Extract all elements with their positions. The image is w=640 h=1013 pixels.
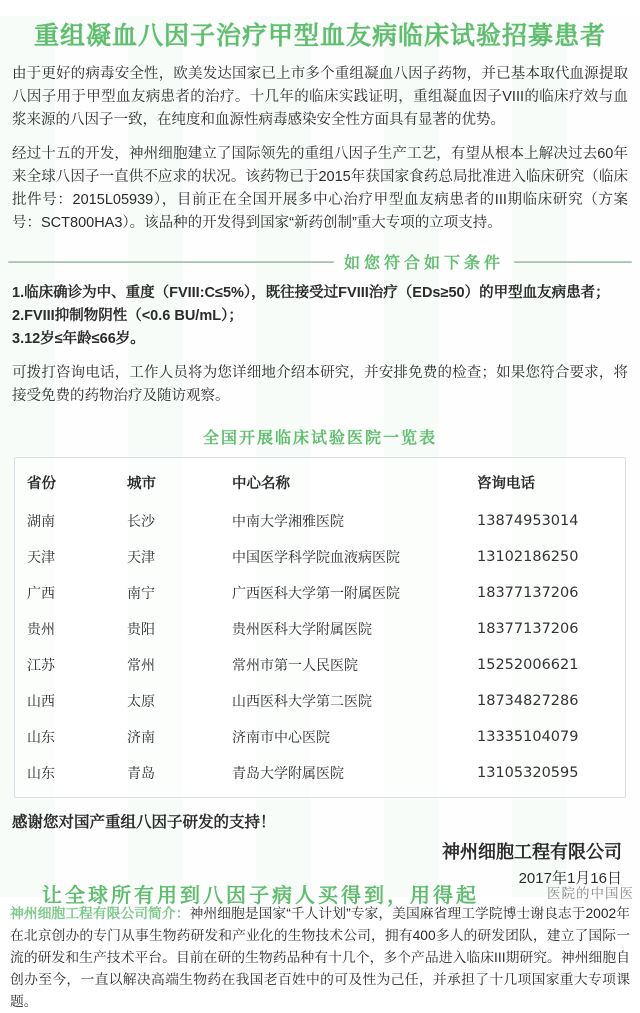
city-cell: 常州 bbox=[127, 657, 155, 673]
phone-cell: 18734827286 bbox=[477, 693, 579, 709]
table-row bbox=[15, 611, 625, 647]
city-cell: 天津 bbox=[127, 549, 155, 565]
condition-item-1: 1.临床确诊为中、重度（FVIII:C≤5%），既往接受过FVIII治疗（EDs≥50）的甲型血友病患者； bbox=[12, 285, 610, 301]
center-cell: 常州市第一人民医院 bbox=[232, 657, 358, 673]
signature-date: 2017年1月16日 bbox=[518, 870, 622, 887]
phone-cell: 18377137206 bbox=[477, 621, 579, 637]
header-phone: 咨询电话 bbox=[477, 476, 535, 492]
hospital-table-title: 全国开展临床试验医院一览表 bbox=[202, 430, 437, 447]
center-cell: 广西医科大学第一附属医院 bbox=[232, 585, 400, 601]
center-cell: 青岛大学附属医院 bbox=[232, 765, 344, 781]
center-cell: 山西医科大学第二医院 bbox=[232, 693, 372, 709]
center-cell: 中南大学湘雅医院 bbox=[232, 513, 344, 529]
city-cell: 长沙 bbox=[127, 513, 155, 529]
phone-cell: 18377137206 bbox=[477, 585, 579, 601]
city-cell: 南宁 bbox=[127, 585, 155, 601]
header-center-name: 中心名称 bbox=[232, 476, 290, 492]
flyer-page bbox=[0, 16, 640, 1009]
table-row bbox=[15, 539, 625, 575]
paragraph-virus-safety: 由于更好的病毒安全性，欧美发达国家已上市多个重组凝血八因子药物，并已基本取代血源提取八因子用于甲型血友病患者的治疗。十几年的临床实践证明，重组凝血因子VIII的临床疗效与血浆来源的八因子一致，在纯度和血源性病毒感染安全性方面具有显著的优势。 bbox=[12, 66, 628, 128]
page-title: 重组凝血八因子治疗甲型血友病临床试验招募患者 bbox=[33, 22, 606, 50]
thanks-line: 感谢您对国产重组八因子研发的支持！ bbox=[12, 814, 276, 831]
hospital-table-container bbox=[14, 457, 626, 798]
conditions-list bbox=[12, 282, 628, 351]
province-cell: 山东 bbox=[27, 729, 55, 745]
center-cell: 中国医学科学院血液病医院 bbox=[232, 549, 400, 565]
condition-item-3: 3.12岁≤年龄≤66岁。 bbox=[12, 331, 145, 347]
province-cell: 贵州 bbox=[27, 621, 55, 637]
table-row bbox=[15, 575, 625, 611]
city-cell: 贵阳 bbox=[127, 621, 155, 637]
conditions-divider bbox=[8, 250, 632, 273]
phone-cell: 13335104079 bbox=[477, 729, 579, 745]
province-cell: 江苏 bbox=[27, 657, 55, 673]
table-row bbox=[15, 719, 625, 755]
province-cell: 山西 bbox=[27, 693, 55, 709]
watermark-text: 医院的中国医 bbox=[547, 886, 634, 901]
table-row bbox=[15, 647, 625, 683]
company-intro-label: 神州细胞工程有限公司简介： bbox=[10, 906, 190, 921]
center-cell: 济南市中心医院 bbox=[232, 729, 330, 745]
province-cell: 山东 bbox=[27, 765, 55, 781]
city-cell: 济南 bbox=[127, 729, 155, 745]
center-cell: 贵州医科大学附属医院 bbox=[232, 621, 372, 637]
header-city: 城市 bbox=[127, 476, 156, 492]
table-row bbox=[15, 755, 625, 791]
company-signature: 神州细胞工程有限公司 bbox=[442, 842, 622, 862]
table-row bbox=[15, 503, 625, 539]
footer-slogan-cutoff: 让全球所有用到八因子病人买得到，用得起 bbox=[42, 885, 479, 907]
table-row bbox=[15, 683, 625, 719]
conditions-header: 如您符合如下条件 bbox=[343, 255, 504, 272]
hospital-table bbox=[15, 462, 625, 791]
phone-cell: 15252006621 bbox=[477, 657, 579, 673]
table-header-row bbox=[15, 462, 625, 503]
phone-cell: 13102186250 bbox=[477, 549, 579, 565]
company-intro-paragraph bbox=[10, 903, 630, 1013]
header-province: 省份 bbox=[27, 476, 56, 492]
phone-cell: 13874953014 bbox=[477, 513, 579, 529]
province-cell: 湖南 bbox=[27, 513, 55, 529]
paragraph-development: 经过十五的开发，神州细胞建立了国际领先的重组八因子生产工艺，有望从根本上解决过去60年来全球八因子一直供不应求的状况。该药物已于2015年获国家食药总局批准进入临床研究（临床批件号：2015L05939），目前正在全国开展多中心治疗甲型血友病患者的III期临床研究（方案号：SCT800HA3）。该品种的开发得到国家“新药创制”重大专项的立项支持。 bbox=[12, 146, 628, 231]
city-cell: 太原 bbox=[127, 693, 155, 709]
divider-line-left bbox=[8, 261, 334, 263]
province-cell: 天津 bbox=[27, 549, 55, 565]
divider-line-right bbox=[514, 261, 632, 263]
paragraph-contact-info: 可拨打咨询电话，工作人员将为您详细地介绍本研究，并安排免费的检查；如果您符合要求，将接受免费的药物治疗及随访观察。 bbox=[12, 365, 628, 404]
city-cell: 青岛 bbox=[127, 765, 155, 781]
phone-cell: 13105320595 bbox=[477, 765, 579, 781]
province-cell: 广西 bbox=[27, 585, 55, 601]
condition-item-2: 2.FVIII抑制物阴性（<0.6 BU/mL）； bbox=[12, 308, 243, 324]
company-intro-text: 神州细胞是国家“千人计划”专家，美国麻省理工学院博士谢良志于2002年在北京创办的专门从事生物药研发和产业化的生物技术公司，拥有400多人的研发团队，建立了国际一流的研发和生产技术平台。目前在研的生物药品种有十几个，多个产品进入临床III期研究。神州细胞自创办至今，一直以解决高端生物药在我国老百姓中的可及性为己任，并承担了十几项国家重大专项课题。 bbox=[10, 906, 631, 1009]
